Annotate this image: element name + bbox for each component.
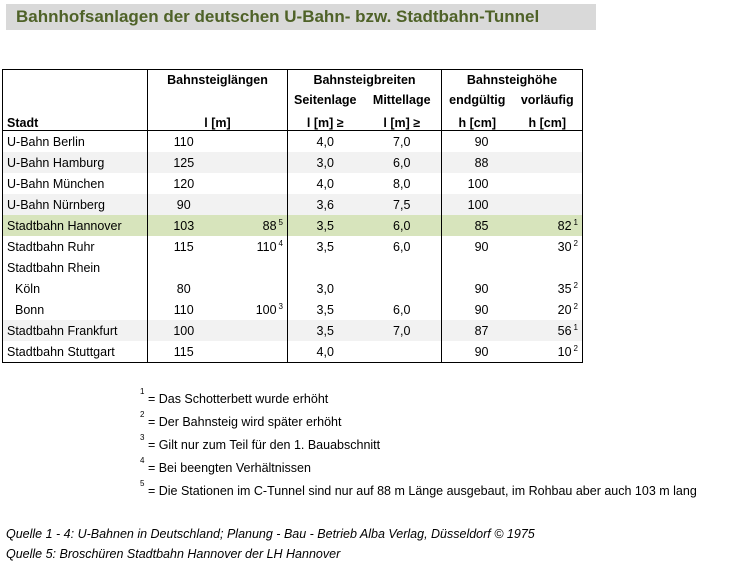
header-bahnsteiglaengen: Bahnsteiglängen	[148, 70, 288, 91]
table-row	[3, 320, 583, 341]
footnote-ref: 2	[573, 301, 578, 311]
cell-laenge: 120	[148, 173, 220, 194]
footnote	[138, 411, 697, 434]
table-row	[3, 278, 583, 299]
cell-hoehe-endgueltig: 87	[442, 320, 513, 341]
cell-seitenlage: 3,5	[288, 236, 363, 257]
cell-seitenlage: 3,0	[288, 278, 363, 299]
footnote-ref: 1	[573, 322, 578, 332]
cell-hoehe-vorlaeufig	[513, 194, 583, 215]
cell-hoehe-vorlaeufig	[513, 173, 583, 194]
footnote-ref: 2	[573, 343, 578, 353]
cell-laenge-alt: 100 $^3$	[255, 301, 283, 317]
cell-stadt: Köln	[15, 281, 41, 296]
footnote-ref: 3	[278, 301, 283, 311]
cell-mittellage: 7,5	[363, 194, 442, 215]
cell-stadt: U-Bahn München	[7, 176, 105, 191]
cell-stadt: Stadtbahn Rhein	[7, 260, 101, 275]
cell-mittellage	[363, 278, 442, 299]
cell-stadt: Stadtbahn Frankfurt	[3, 320, 148, 341]
cell-laenge	[148, 257, 220, 278]
sources	[6, 524, 535, 564]
cell-seitenlage: 3,5	[288, 299, 363, 320]
cell-hoehe-endgueltig: 100	[442, 194, 513, 215]
cell-hoehe-endgueltig: 90	[442, 236, 513, 257]
footnote-text: = Bei beengten Verhältnissen	[147, 461, 311, 475]
cell-hoehe-vorlaeufig: 10 $^2$	[557, 343, 578, 359]
cell-hoehe-vorlaeufig	[513, 131, 583, 153]
cell-stadt: Stadtbahn Hannover	[3, 215, 148, 236]
cell-mittellage: 8,0	[393, 176, 411, 191]
cell-laenge: 90	[148, 194, 220, 215]
header-row-2	[3, 90, 583, 110]
cell-seitenlage: 3,5	[288, 215, 363, 236]
cell-laenge: 80	[148, 278, 220, 299]
footnote-ref: 5	[278, 217, 283, 227]
header-unit-vorlaeufig: h [cm]	[513, 110, 583, 131]
table-row	[3, 236, 583, 257]
cell-hoehe-endgueltig	[442, 257, 513, 278]
footnote-number: 2	[140, 410, 145, 419]
footnote-ref: 2	[573, 238, 578, 248]
cell-mittellage	[363, 341, 442, 363]
source-line: Quelle 1 - 4: U-Bahnen in Deutschland; Planung - Bau - Betrieb Alba Verlag, Düsseldorf © 1975	[6, 527, 535, 541]
cell-laenge: 125	[148, 152, 220, 173]
table-row	[3, 194, 583, 215]
cell-laenge-alt	[220, 341, 288, 363]
header-row-3	[3, 110, 583, 131]
cell-laenge-alt	[220, 131, 288, 153]
footnotes	[138, 388, 697, 503]
header-vorlaeufig: vorläufig	[520, 93, 574, 107]
footnote	[138, 388, 697, 411]
cell-hoehe-endgueltig: 85	[442, 215, 513, 236]
cell-hoehe-endgueltig: 90	[442, 131, 513, 153]
cell-seitenlage	[288, 257, 363, 278]
footnote-ref: 1	[573, 217, 578, 227]
cell-hoehe-vorlaeufig: 20 $^2$	[557, 301, 578, 317]
table-row	[3, 299, 583, 320]
header-unit-l: l [m]	[148, 110, 288, 131]
footnote-number: 5	[140, 479, 145, 488]
page-title: Bahnhofsanlagen der deutschen U-Bahn- bzw. Stadtbahn-Tunnel	[6, 4, 596, 30]
header-row-1	[3, 70, 583, 91]
source-line: Quelle 5: Broschüren Stadtbahn Hannover der LH Hannover	[6, 547, 341, 561]
footnote	[138, 457, 697, 480]
cell-mittellage	[363, 257, 442, 278]
cell-mittellage: 7,0	[363, 320, 442, 341]
cell-seitenlage: 4,0	[288, 131, 363, 153]
cell-hoehe-endgueltig: 90	[442, 278, 513, 299]
cell-stadt: U-Bahn Nürnberg	[3, 194, 148, 215]
footnote-number: 1	[140, 387, 145, 396]
header-endgueltig: endgültig	[442, 90, 513, 110]
cell-mittellage: 6,0	[363, 215, 442, 236]
cell-mittellage: 7,0	[393, 134, 411, 149]
header-unit-mittellage: l [m] ≥	[363, 110, 442, 131]
table-row	[3, 131, 583, 153]
cell-seitenlage: 4,0	[288, 341, 363, 363]
platform-table	[2, 69, 583, 363]
cell-laenge-alt: 110 $^4$	[256, 238, 283, 254]
cell-mittellage: 6,0	[393, 302, 411, 317]
cell-laenge-alt	[220, 194, 288, 215]
cell-seitenlage: 4,0	[288, 173, 363, 194]
cell-laenge-alt	[220, 257, 288, 278]
footnote-text: = Gilt nur zum Teil für den 1. Bauabschnitt	[147, 438, 381, 452]
cell-laenge: 100	[148, 320, 220, 341]
cell-seitenlage: 3,5	[288, 320, 363, 341]
cell-laenge: 115	[148, 236, 220, 257]
footnote	[138, 434, 697, 457]
cell-laenge: 110	[148, 131, 220, 153]
header-bahnsteighoehe: Bahnsteighöhe	[442, 70, 583, 91]
cell-hoehe-endgueltig: 100	[442, 173, 513, 194]
cell-hoehe-endgueltig: 90	[442, 299, 513, 320]
cell-stadt: Stadtbahn Stuttgart	[7, 344, 115, 359]
cell-hoehe-vorlaeufig: 35 $^2$	[557, 280, 578, 296]
cell-mittellage: 6,0	[393, 239, 411, 254]
footnote-text: = Die Stationen im C-Tunnel sind nur auf 88 m Länge ausgebaut, im Rohbau aber auch 103 m lang	[147, 484, 697, 498]
cell-laenge-alt	[220, 278, 288, 299]
table-row	[3, 257, 583, 278]
footnote	[138, 480, 697, 503]
header-bahnsteigbreiten: Bahnsteigbreiten	[288, 70, 442, 91]
cell-stadt: U-Bahn Hamburg	[3, 152, 148, 173]
cell-hoehe-vorlaeufig: 82 $^1$	[513, 215, 583, 236]
cell-laenge-alt	[220, 173, 288, 194]
table-row	[3, 341, 583, 363]
cell-seitenlage: 3,0	[288, 152, 363, 173]
cell-mittellage: 6,0	[363, 152, 442, 173]
cell-laenge-alt	[220, 152, 288, 173]
header-stadt: Stadt	[3, 110, 148, 131]
table-row	[3, 152, 583, 173]
header-unit-endgueltig: h [cm]	[442, 110, 513, 131]
cell-hoehe-vorlaeufig: 30 $^2$	[557, 238, 578, 254]
footnote-number: 3	[140, 433, 145, 442]
cell-hoehe-endgueltig: 88	[442, 152, 513, 173]
cell-laenge: 115	[148, 341, 220, 363]
header-mittellage: Mittellage	[372, 93, 431, 107]
table-row	[3, 173, 583, 194]
cell-hoehe-vorlaeufig: 56 $^1$	[513, 320, 583, 341]
cell-laenge: 110	[148, 299, 220, 320]
header-unit-seitenlage: l [m] ≥	[288, 110, 363, 131]
cell-laenge: 103	[148, 215, 220, 236]
cell-seitenlage: 3,6	[288, 194, 363, 215]
footnote-text: = Der Bahnsteig wird später erhöht	[147, 415, 342, 429]
cell-hoehe-vorlaeufig	[513, 257, 583, 278]
footnote-text: = Das Schotterbett wurde erhöht	[147, 392, 329, 406]
footnote-ref: 4	[278, 238, 283, 248]
footnote-ref: 2	[573, 280, 578, 290]
cell-hoehe-vorlaeufig	[513, 152, 583, 173]
cell-laenge-alt	[220, 320, 288, 341]
table-row	[3, 215, 583, 236]
cell-hoehe-endgueltig: 90	[442, 341, 513, 363]
cell-stadt: Stadtbahn Ruhr	[7, 239, 95, 254]
footnote-number: 4	[140, 456, 145, 465]
cell-stadt: Bonn	[15, 302, 45, 317]
cell-laenge-alt: 88 $^5$	[220, 215, 288, 236]
cell-stadt: U-Bahn Berlin	[7, 134, 85, 149]
header-seitenlage: Seitenlage	[288, 90, 363, 110]
